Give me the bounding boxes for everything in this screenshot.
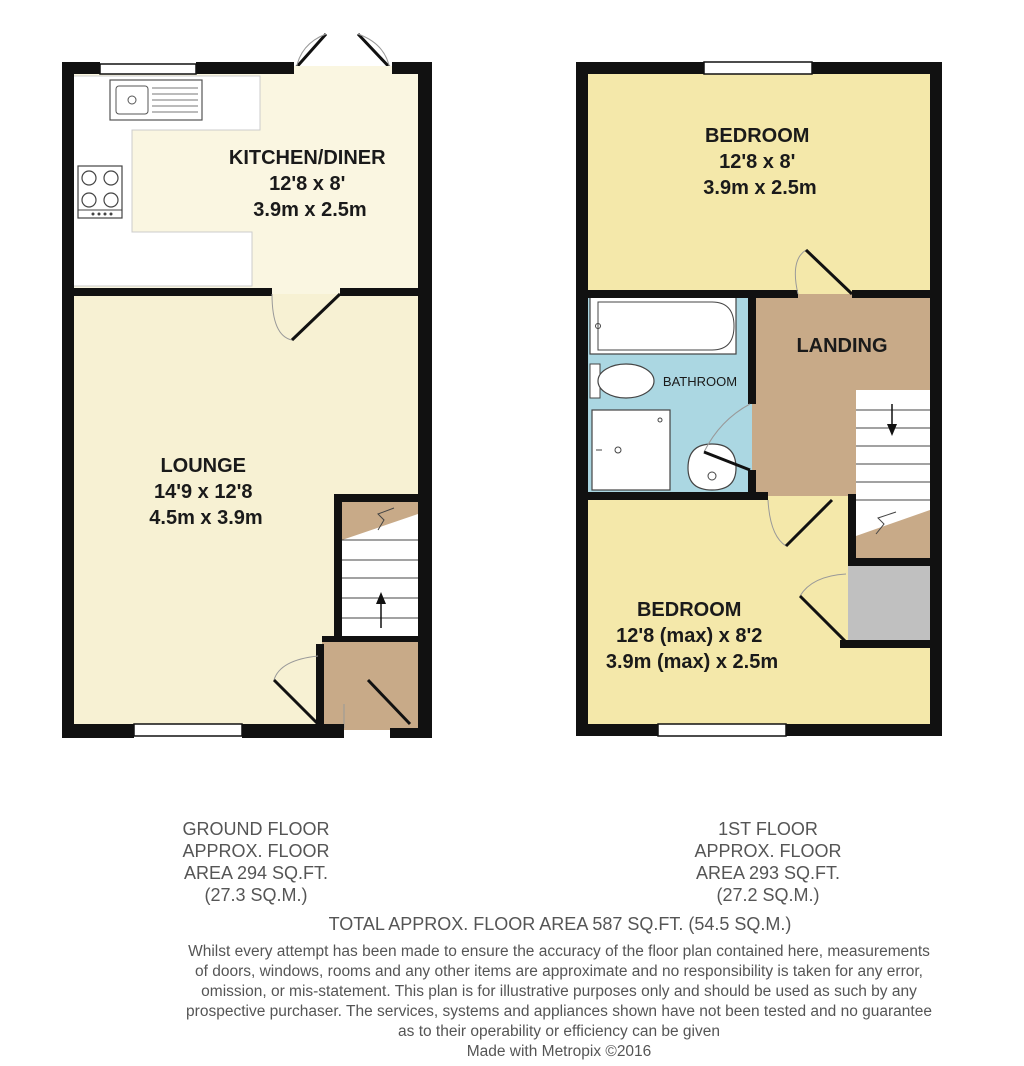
lounge-imperial: 14'9 x 12'8 (153, 481, 253, 503)
first-floor-caption (668, 818, 868, 906)
ground-floor-caption (156, 818, 356, 906)
bathroom-name: BATHROOM (662, 374, 738, 389)
toilet-icon (590, 364, 654, 398)
first-caption-line: AREA 293 SQ.FT. (695, 863, 841, 883)
bedroom-top-imperial: 12'8 x 8' (719, 151, 796, 173)
credit: Made with Metropix ©2016 (466, 1043, 652, 1060)
first-caption-line: APPROX. FLOOR (694, 841, 842, 861)
bedroom-top-name: BEDROOM (704, 125, 810, 147)
disclaimer (134, 942, 984, 1062)
basin-icon (688, 444, 736, 490)
cupboard-floor (848, 566, 930, 644)
lounge-window (134, 724, 242, 736)
bedroom-top-window (704, 62, 812, 74)
disclaimer-line: prospective purchaser. The services, systems and appliances shown have not been tested and no guarantee (186, 1003, 932, 1020)
french-doors (294, 34, 392, 74)
svg-text:LOUNGE 14'9 x 12'8 (149, 455, 262, 529)
ground-floor-plan (62, 34, 432, 738)
disclaimer-line: as to their operability or efficiency can be given (398, 1023, 720, 1040)
ground-caption-line: APPROX. FLOOR (182, 841, 330, 861)
first-caption-line: 1ST FLOOR (718, 819, 818, 839)
landing-name: LANDING (796, 335, 888, 357)
disclaimer-line: of doors, windows, rooms and any other items are approximate and no responsibility is taken for any error, (194, 963, 923, 980)
svg-text:BEDROOM 12'8 x 8' (703, 125, 816, 199)
shower-icon (592, 410, 670, 490)
ground-caption-line: (27.3 SQ.M.) (204, 885, 308, 905)
lounge-metric: 4.5m x 3.9m (149, 507, 263, 529)
bedroom-bottom-window (658, 724, 786, 736)
lounge-name: LOUNGE (160, 455, 246, 477)
kitchen-sink-icon (110, 80, 202, 120)
first-floor-plan (576, 62, 942, 736)
disclaimer-line: Whilst every attempt has been made to ensure the accuracy of the floor plan contained here, measurements (188, 943, 930, 960)
bedroom-bottom-metric: 3.9m (max) x 2.5m (605, 651, 779, 673)
total-floor-area: TOTAL APPROX. FLOOR AREA 587 SQ.FT. (54.5 SQ.M.) (328, 914, 792, 934)
bedroom-bottom-imperial: 12'8 (max) x 8'2 (616, 625, 763, 647)
bathtub-icon (590, 296, 736, 354)
kitchen-window (100, 64, 196, 74)
bedroom-bottom-name: BEDROOM (636, 599, 742, 621)
first-caption-line: (27.2 SQ.M.) (716, 885, 820, 905)
ground-caption-line: GROUND FLOOR (182, 819, 330, 839)
ground-caption-line: AREA 294 SQ.FT. (183, 863, 329, 883)
kitchen-imperial: 12'8 x 8' (269, 173, 346, 195)
kitchen-name: KITCHEN/DINER (228, 147, 386, 169)
kitchen-metric: 3.9m x 2.5m (253, 199, 367, 221)
disclaimer-line: omission, or mis-statement. This plan is for illustrative purposes only and should be used as such by any (201, 983, 917, 1000)
hob-icon (78, 166, 122, 218)
bedroom-bottom-floor-ext (848, 646, 936, 726)
bedroom-top-metric: 3.9m x 2.5m (703, 177, 817, 199)
